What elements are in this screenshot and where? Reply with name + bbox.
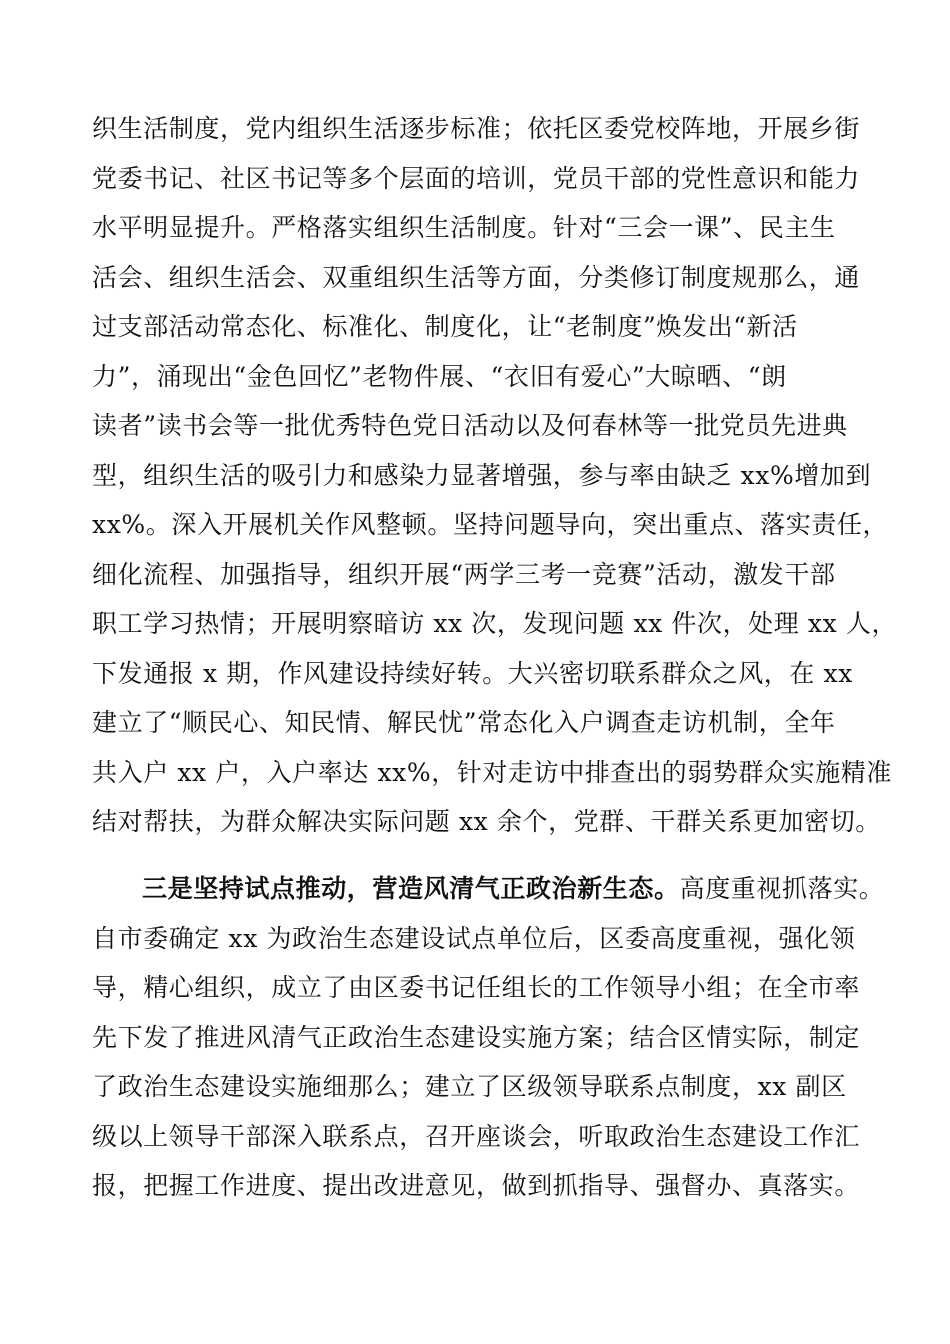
paragraph-2-line-6: 级以上领导干部深入联系点，召开座谈会，听取政治生态建设工作汇: [92, 1122, 861, 1151]
paragraph-1-line-9: xx%。深入开展机关作风整顿。坚持问题导向，突出重点、落实责任，: [92, 510, 889, 539]
paragraph-1-line-5: 过支部活动常态化、标准化、制度化，让“老制度”焕发出“新活: [92, 312, 798, 341]
paragraph-2-first-line-rest: 高度重视抓落实。: [679, 874, 885, 903]
paragraph-1-line-13: 建立了“顺民心、知民情、解民忧”常态化入户调查走访机制，全年: [92, 708, 836, 737]
paragraph-2-line-1: [142, 869, 902, 909]
paragraph-1-line-15: 结对帮扶，为群众解决实际问题 xx 余个，党群、干群关系更加密切。: [92, 807, 881, 836]
paragraph-1-line-11: 职工学习热情；开展明察暗访 xx 次，发现问题 xx 件次，处理 xx 人，: [92, 609, 898, 638]
paragraph-2-line-2: 自市委确定 xx 为政治生态建设试点单位后，区委高度重视，强化领: [92, 924, 856, 953]
paragraph-1-line-2: 党委书记、社区书记等多个层面的培训，党员干部的党性意识和能力: [92, 164, 861, 193]
paragraph-1-line-3: 水平明显提升。严格落实组织生活制度。针对“三会一课”、民主生: [92, 213, 836, 242]
paragraph-1-line-7: 读者”读书会等一批优秀特色党日活动以及何春林等一批党员先进典: [92, 411, 848, 440]
paragraph-1-line-6: 力”，涌现出“金色回忆”老物件展、“衣旧有爱心”大晾晒、“朗: [92, 362, 787, 391]
paragraph-1-line-4: 活会、组织生活会、双重组织生活等方面，分类修订制度规那么，通: [92, 263, 861, 292]
paragraph-1-line-8: 型，组织生活的吸引力和感染力显著增强，参与率由缺乏 xx%增加到: [92, 461, 872, 490]
paragraph-2-line-4: 先下发了推进风清气正政治生态建设实施方案；结合区情实际，制定: [92, 1023, 861, 1052]
paragraph-1-line-14: 共入户 xx 户，入户率达 xx%，针对走访中排查出的弱势群众实施精准: [92, 758, 892, 787]
paragraph-2-line-7: 报，把握工作进度、提出改进意见，做到抓指导、强督办、真落实。: [92, 1171, 861, 1200]
paragraph-2-line-3: 导，精心组织，成立了由区委书记任组长的工作领导小组；在全市率: [92, 973, 861, 1002]
paragraph-1-line-12: 下发通报 x 期，作风建设持续好转。大兴密切联系群众之风，在 xx: [92, 659, 853, 688]
paragraph-2-heading: 三是坚持试点推动，营造风清气正政治新生态。: [142, 874, 680, 903]
paragraph-2-line-5: 了政治生态建设实施细那么；建立了区级领导联系点制度，xx 副区: [92, 1072, 847, 1101]
paragraph-1-line-10: 细化流程、加强指导，组织开展“两学三考一竞赛”活动，激发干部: [92, 560, 836, 589]
paragraph-1-line-1: 织生活制度，党内组织生活逐步标准；依托区委党校阵地，开展乡街: [92, 114, 861, 143]
